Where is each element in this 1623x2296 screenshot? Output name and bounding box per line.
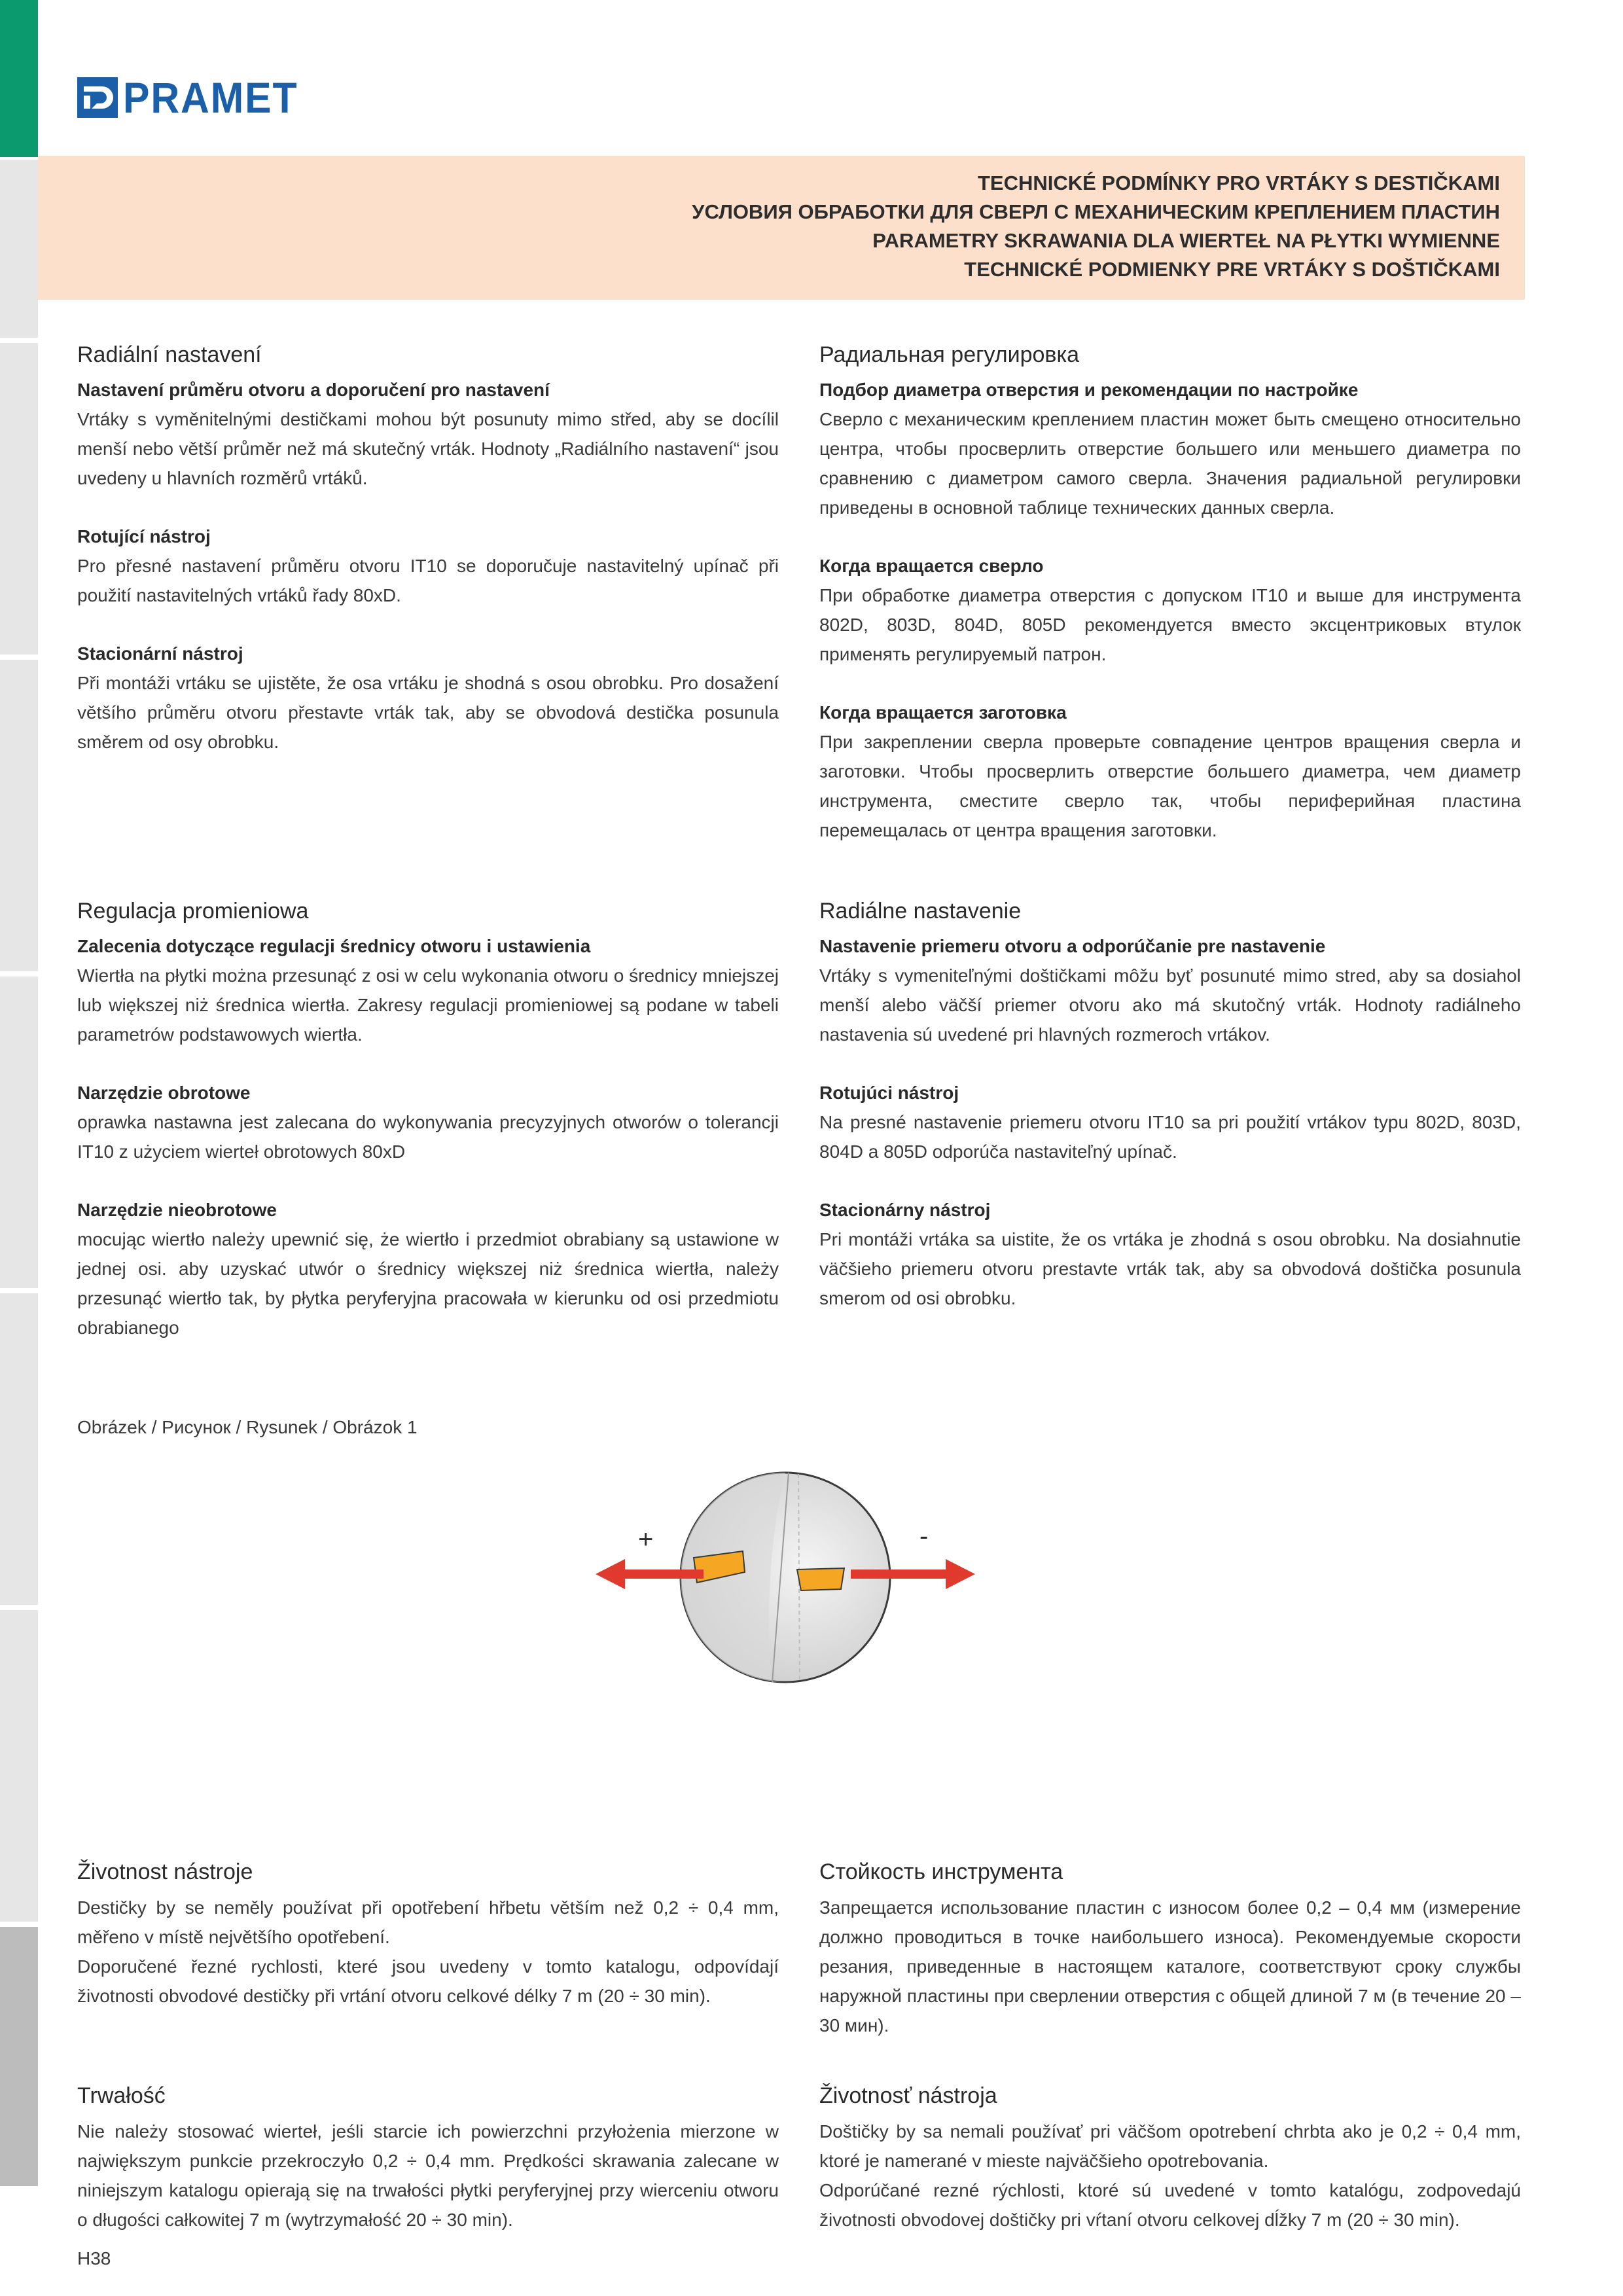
paragraph: Na presné nastavenie priemeru otvoru IT10 sa pri použití vrtákov typu 802D, 803D, 804D a 805D odporúča nastaviteľný upínač. bbox=[819, 1112, 1521, 1162]
paragraph: Pro přesné nastavení průměru otvoru IT10 se doporučuje nastavitelný upínač při použití nastavitelných vrtáků řady 80xD. bbox=[77, 556, 779, 605]
subsection-title: Nastavení průměru otvoru a doporučení pro nastavení bbox=[77, 380, 550, 400]
section-life-sk bbox=[819, 2081, 1521, 2234]
section-radial-sk bbox=[819, 897, 1521, 1313]
minus-label: - bbox=[919, 1522, 929, 1551]
paragraph: Doštičky by sa nemali používať pri väčšom opotrebení chrbta ako je 0,2 ÷ 0,4 mm, ktoré je namerané v mieste najväčšieho opotrebovania. bbox=[819, 2121, 1521, 2171]
section-title: Trwałość bbox=[77, 2083, 166, 2108]
banner-title-pl: PARAMETRY SKRAWANIA DLA WIERTEŁ NA PŁYTKI WYMIENNE bbox=[872, 229, 1500, 252]
paragraph: Запрещается использование пластин с износом более 0,2 – 0,4 мм (измерение должно проводиться в точке наибольшего износа). Рекомендуемые скорости резания, приведенные в настоящем каталоге, соответствуют сроку службы наружной пластины при сверлении отверстия с общей длиной 7 м (в течение 20 – 30 мин). bbox=[819, 1897, 1521, 2036]
section-title: Стойкость инструмента bbox=[819, 1859, 1063, 1884]
side-tab-current bbox=[0, 1927, 38, 2186]
subsection-title: Rotujúci nástroj bbox=[819, 1083, 959, 1103]
section-radial-pl bbox=[77, 897, 779, 1342]
banner-title-cz: TECHNICKÉ PODMÍNKY PRO VRTÁKY S DESTIČKAMI bbox=[977, 171, 1500, 194]
banner-title-sk: TECHNICKÉ PODMIENKY PRE VRTÁKY S DOŠTIČKAMI bbox=[964, 258, 1500, 281]
banner-title-ru: УСЛОВИЯ ОБРАБОТКИ ДЛЯ СВЕРЛ С МЕХАНИЧЕСКИМ КРЕПЛЕНИЕМ ПЛАСТИН bbox=[692, 200, 1500, 223]
side-tab-active bbox=[0, 0, 38, 157]
paragraph: При закреплении сверла проверьте совпадение центров вращения сверла и заготовки. Чтобы просверлить отверстие большего диаметра, чем диаметр инструмента, сместите сверло так, чтобы периферийная пластина перемещалась от центра вращения заготовки. bbox=[819, 732, 1521, 840]
section-life-ru bbox=[819, 1857, 1521, 2040]
paragraph: При обработке диаметра отверстия с допуском IT10 и выше для инструмента 802D, 803D, 804D, 805D рекомендуется вместо эксцентриковых втулок применять регулируемый патрон. bbox=[819, 585, 1521, 664]
paragraph: Doporučené řezné rychlosti, které jsou uvedeny v tomto katalogu, odpovídají životnosti obvodové destičky při vrtání otvoru celkové délky 7 m (20 ÷ 30 min). bbox=[77, 1956, 779, 2006]
subsection-title: Подбор диаметра отверстия и рекомендации по настройке bbox=[819, 380, 1359, 400]
subsection-title: Когда вращается сверло bbox=[819, 556, 1044, 576]
paragraph: oprawka nastawna jest zalecana do wykonywania precyzyjnych otworów o tolerancji IT10 z użyciem wierteł obrotowych 80xD bbox=[77, 1112, 779, 1162]
side-tab bbox=[0, 1293, 38, 1607]
subsection-title: Rotující nástroj bbox=[77, 526, 211, 547]
section-radial-cz bbox=[77, 340, 779, 757]
section-life-pl bbox=[77, 2081, 779, 2234]
subsection-title: Nastavenie priemeru otvoru a odporúčanie pre nastavenie bbox=[819, 936, 1326, 956]
paragraph: Při montáži vrtáku se ujistěte, že osa vrtáku je shodná s osou obrobku. Pro dosažení většího průměru otvoru přestavte vrták tak, aby se obvodová destička posunula směrem od osy obrobku. bbox=[77, 673, 779, 752]
subsection-title: Narzędzie obrotowe bbox=[77, 1083, 251, 1103]
brand-logo bbox=[77, 75, 313, 120]
paragraph: Vrtáky s vymeniteľnými doštičkami môžu byť posunuté mimo stred, aby sa dosiahol menší alebo väčší priemer otvoru ako má skutočný vrták. Hodnoty radiálneho nastavenia sú uvedené pri hlavných rozmeroch vrtákov. bbox=[819, 965, 1521, 1045]
section-radial-ru bbox=[819, 340, 1521, 845]
side-tab bbox=[0, 160, 38, 340]
side-tab bbox=[0, 1610, 38, 1924]
section-title: Regulacja promieniowa bbox=[77, 899, 309, 924]
paragraph: Pri montáži vrtáka sa uistite, že os vrtáka je zhodná s osou obrobku. Na dosiahnutie väčšieho priemeru otvoru prestavte vrták tak, aby sa obvodová doštička posunula smerom od osi obrobku. bbox=[819, 1229, 1521, 1308]
section-title: Radiální nastavení bbox=[77, 342, 262, 367]
figure-caption: Obrázek / Рисунок / Rysunek / Obrázok 1 bbox=[77, 1417, 418, 1437]
subsection-title: Stacionárny nástroj bbox=[819, 1200, 991, 1220]
pramet-logo-icon bbox=[77, 77, 118, 118]
paragraph: Vrtáky s vyměnitelnými destičkami mohou být posunuty mimo střed, aby se docílil menší nebo větší průměr než má skutečný vrták. Hodnoty „Radiálního nastavení“ jsou uvedeny u hlavních rozměrů vrtáků. bbox=[77, 409, 779, 488]
title-banner bbox=[38, 156, 1525, 300]
section-title: Radiálne nastavenie bbox=[819, 899, 1022, 924]
side-tab bbox=[0, 660, 38, 974]
plus-label: + bbox=[638, 1525, 654, 1554]
section-title: Životnost nástroje bbox=[77, 1859, 253, 1884]
paragraph: Destičky by se neměly používat při opotřebení hřbetu větším než 0,2 ÷ 0,4 mm, měřeno v místě největšího opotřebení. bbox=[77, 1897, 779, 1947]
paragraph: Сверло с механическим креплением пластин может быть смещено относительно центра, чтобы просверлить отверстие большего или меньшего диаметра по сравнению с диаметром самого сверла. Значения радиальной регулировки приведены в основной таблице технических данных сверла. bbox=[819, 409, 1521, 518]
subsection-title: Zalecenia dotyczące regulacji średnicy otworu i ustawienia bbox=[77, 936, 591, 956]
side-tabs bbox=[0, 0, 38, 2186]
paragraph: Nie należy stosować wierteł, jeśli starcie ich powierzchni przyłożenia mierzone w największym punkcie przekroczyło 0,2 ÷ 0,4 mm. Prędkości skrawania zalecane w niniejszym katalogu opierają się na trwałości płytki peryferyjnej przy wierceniu otworu o długości całkowitej 7 m (wytrzymałość 20 ÷ 30 min). bbox=[77, 2121, 779, 2230]
paragraph: Wiertła na płytki można przesunąć z osi w celu wykonania otworu o średnicy mniejszej lub większej niż średnica wiertła. Zakresy regulacji promieniowej są podane w tabeli parametrów podstawowych wiertła. bbox=[77, 965, 779, 1045]
section-life-cz bbox=[77, 1857, 779, 2011]
central-insert-icon bbox=[797, 1568, 844, 1590]
paragraph: Odporúčané rezné rýchlosti, ktoré sú uvedené v tomto katalógu, zodpovedajú životnosti obvodovej doštičky pri vŕtaní otvoru celkovej dĺžky 7 m (20 ÷ 30 min). bbox=[819, 2180, 1521, 2230]
subsection-title: Stacionární nástroj bbox=[77, 643, 243, 664]
page-number: H38 bbox=[77, 2248, 111, 2269]
section-title: Životnosť nástroja bbox=[819, 2083, 997, 2108]
brand-name: PRAMET bbox=[123, 73, 298, 122]
section-title: Радиальная регулировка bbox=[819, 342, 1080, 367]
paragraph: mocując wiertło należy upewnić się, że wiertło i przedmiot obrabiany są ustawione w jednej osi. aby uzyskać utwór o średnicy większej niż średnica wiertła, należy przesunąć wiertło tak, by płytka peryferyjna pracowała w kierunku od osi przedmiotu obrabianego bbox=[77, 1229, 779, 1338]
subsection-title: Narzędzie nieobrotowe bbox=[77, 1200, 277, 1220]
subsection-title: Когда вращается заготовка bbox=[819, 702, 1067, 723]
radial-adjustment-diagram bbox=[589, 1460, 982, 1695]
side-tab bbox=[0, 343, 38, 657]
side-tab bbox=[0, 977, 38, 1291]
